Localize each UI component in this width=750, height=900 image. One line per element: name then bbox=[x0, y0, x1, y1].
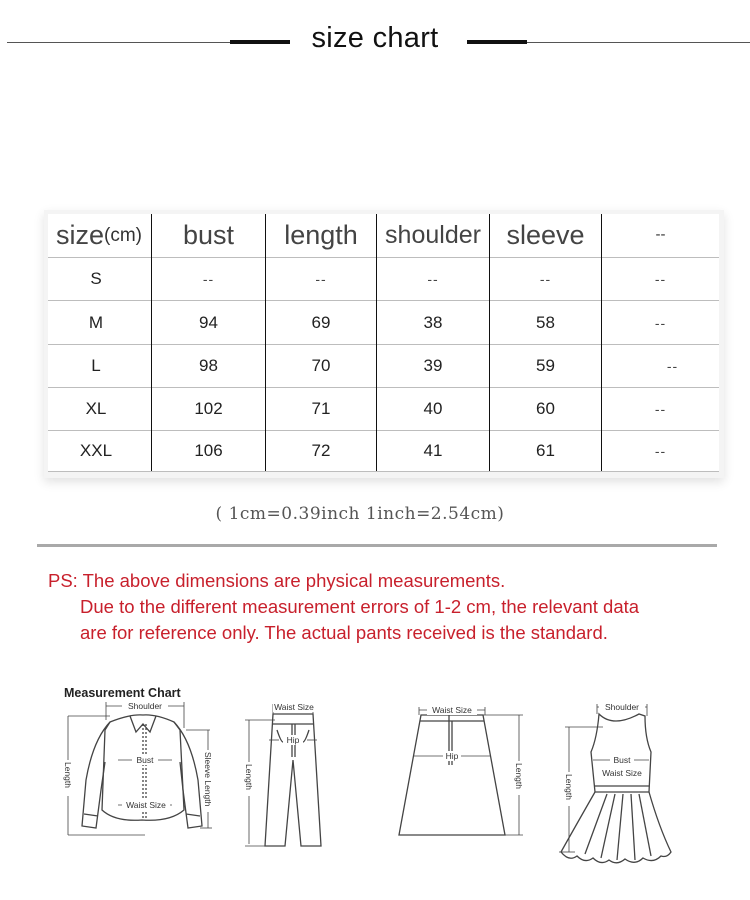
cell-sleeve: 61 bbox=[536, 441, 555, 460]
cell-sleeve: 60 bbox=[536, 399, 555, 418]
column-divider bbox=[151, 214, 152, 471]
cell-bust: 98 bbox=[199, 356, 218, 375]
shirt-bust-label: Bust bbox=[136, 755, 154, 765]
cell-bust: -- bbox=[202, 271, 215, 287]
shirt-sleeve-label: Sleeve Length bbox=[203, 752, 213, 807]
column-divider bbox=[601, 214, 602, 471]
shirt-length-label: Length bbox=[63, 762, 73, 788]
cell-length: -- bbox=[315, 271, 327, 287]
cell-sleeve: -- bbox=[539, 271, 552, 287]
table-row-s bbox=[48, 258, 719, 301]
dress-outline-icon bbox=[555, 702, 675, 867]
dress-length-label: Length bbox=[564, 774, 574, 800]
cell-size: S bbox=[90, 269, 102, 288]
measurement-chart-title: Measurement Chart bbox=[64, 686, 181, 700]
cell-bust: 94 bbox=[199, 312, 218, 332]
column-header-size-unit: (cm) bbox=[104, 224, 142, 246]
column-header-shoulder: shoulder bbox=[385, 221, 481, 249]
pants-waist-label: Waist Size bbox=[274, 702, 314, 712]
column-header-length: length bbox=[284, 220, 358, 250]
cell-sleeve: 58 bbox=[536, 312, 555, 332]
table-row-xxl bbox=[48, 431, 719, 472]
cell-size: L bbox=[91, 356, 101, 375]
column-divider bbox=[489, 214, 490, 471]
table-header-row bbox=[48, 214, 719, 258]
shirt-diagram bbox=[60, 700, 225, 850]
cell-shoulder: 41 bbox=[423, 441, 443, 460]
cell-bust: 102 bbox=[194, 399, 223, 418]
disclaimer-line-3: are for reference only. The actual pants received is the standard. bbox=[80, 622, 608, 643]
cell-extra: -- bbox=[654, 314, 667, 331]
header-rule-right bbox=[527, 42, 750, 43]
cell-bust: 106 bbox=[194, 441, 223, 460]
shirt-waist-label: Waist Size bbox=[126, 800, 166, 810]
cell-extra: -- bbox=[654, 271, 667, 287]
shirt-outline-icon bbox=[60, 700, 225, 850]
shirt-shoulder-label: Shoulder bbox=[127, 701, 163, 711]
page-title: size chart bbox=[311, 22, 439, 54]
cell-extra: -- bbox=[654, 401, 667, 417]
cell-length: 71 bbox=[311, 399, 331, 418]
column-header-size bbox=[48, 214, 159, 257]
cell-extra: -- bbox=[666, 358, 679, 374]
cell-extra: -- bbox=[654, 443, 667, 459]
cell-sleeve: 59 bbox=[536, 356, 555, 375]
size-table bbox=[48, 214, 719, 471]
measurement-disclaimer bbox=[48, 568, 728, 646]
dress-shoulder-label: Shoulder bbox=[604, 702, 640, 712]
pants-outline-icon bbox=[235, 702, 345, 852]
table-row-l bbox=[48, 345, 719, 388]
column-header-sleeve: sleeve bbox=[506, 220, 585, 250]
skirt-waist-label: Waist Size bbox=[432, 705, 472, 715]
skirt-hip-label: Hip bbox=[445, 751, 459, 761]
column-header-size-label: size bbox=[56, 220, 105, 250]
cell-size: XL bbox=[85, 399, 107, 418]
skirt-diagram bbox=[393, 705, 533, 845]
cell-shoulder: 38 bbox=[423, 312, 443, 332]
pants-diagram bbox=[235, 702, 345, 852]
cell-size: M bbox=[88, 312, 104, 332]
table-row-xl bbox=[48, 388, 719, 431]
column-divider bbox=[376, 214, 377, 471]
column-header-extra: -- bbox=[655, 226, 666, 243]
cell-shoulder: 39 bbox=[423, 356, 443, 375]
disclaimer-line-1: PS: The above dimensions are physical measurements. bbox=[48, 570, 506, 591]
cell-length: 72 bbox=[311, 441, 331, 460]
cell-shoulder: 40 bbox=[423, 399, 443, 418]
cell-shoulder: -- bbox=[427, 271, 439, 287]
dress-diagram bbox=[555, 702, 675, 867]
column-divider bbox=[265, 214, 266, 471]
table-row-m bbox=[48, 301, 719, 345]
dress-bust-label: Bust bbox=[613, 755, 631, 765]
header-accent-right bbox=[467, 40, 527, 44]
cell-length: 70 bbox=[311, 356, 331, 375]
cell-length: 69 bbox=[311, 312, 331, 332]
skirt-length-label: Length bbox=[514, 763, 524, 789]
section-divider bbox=[37, 544, 717, 547]
pants-hip-label: Hip bbox=[286, 735, 300, 745]
pants-length-label: Length bbox=[244, 764, 254, 790]
skirt-outline-icon bbox=[393, 705, 533, 845]
disclaimer-line-2: Due to the different measurement errors of 1-2 cm, the relevant data bbox=[80, 596, 640, 617]
unit-conversion-note: ( 1cm=0.39inch 1inch=2.54cm) bbox=[215, 504, 505, 524]
column-header-bust: bust bbox=[182, 220, 235, 250]
dress-waist-label: Waist Size bbox=[602, 768, 642, 778]
cell-size: XXL bbox=[79, 441, 113, 460]
